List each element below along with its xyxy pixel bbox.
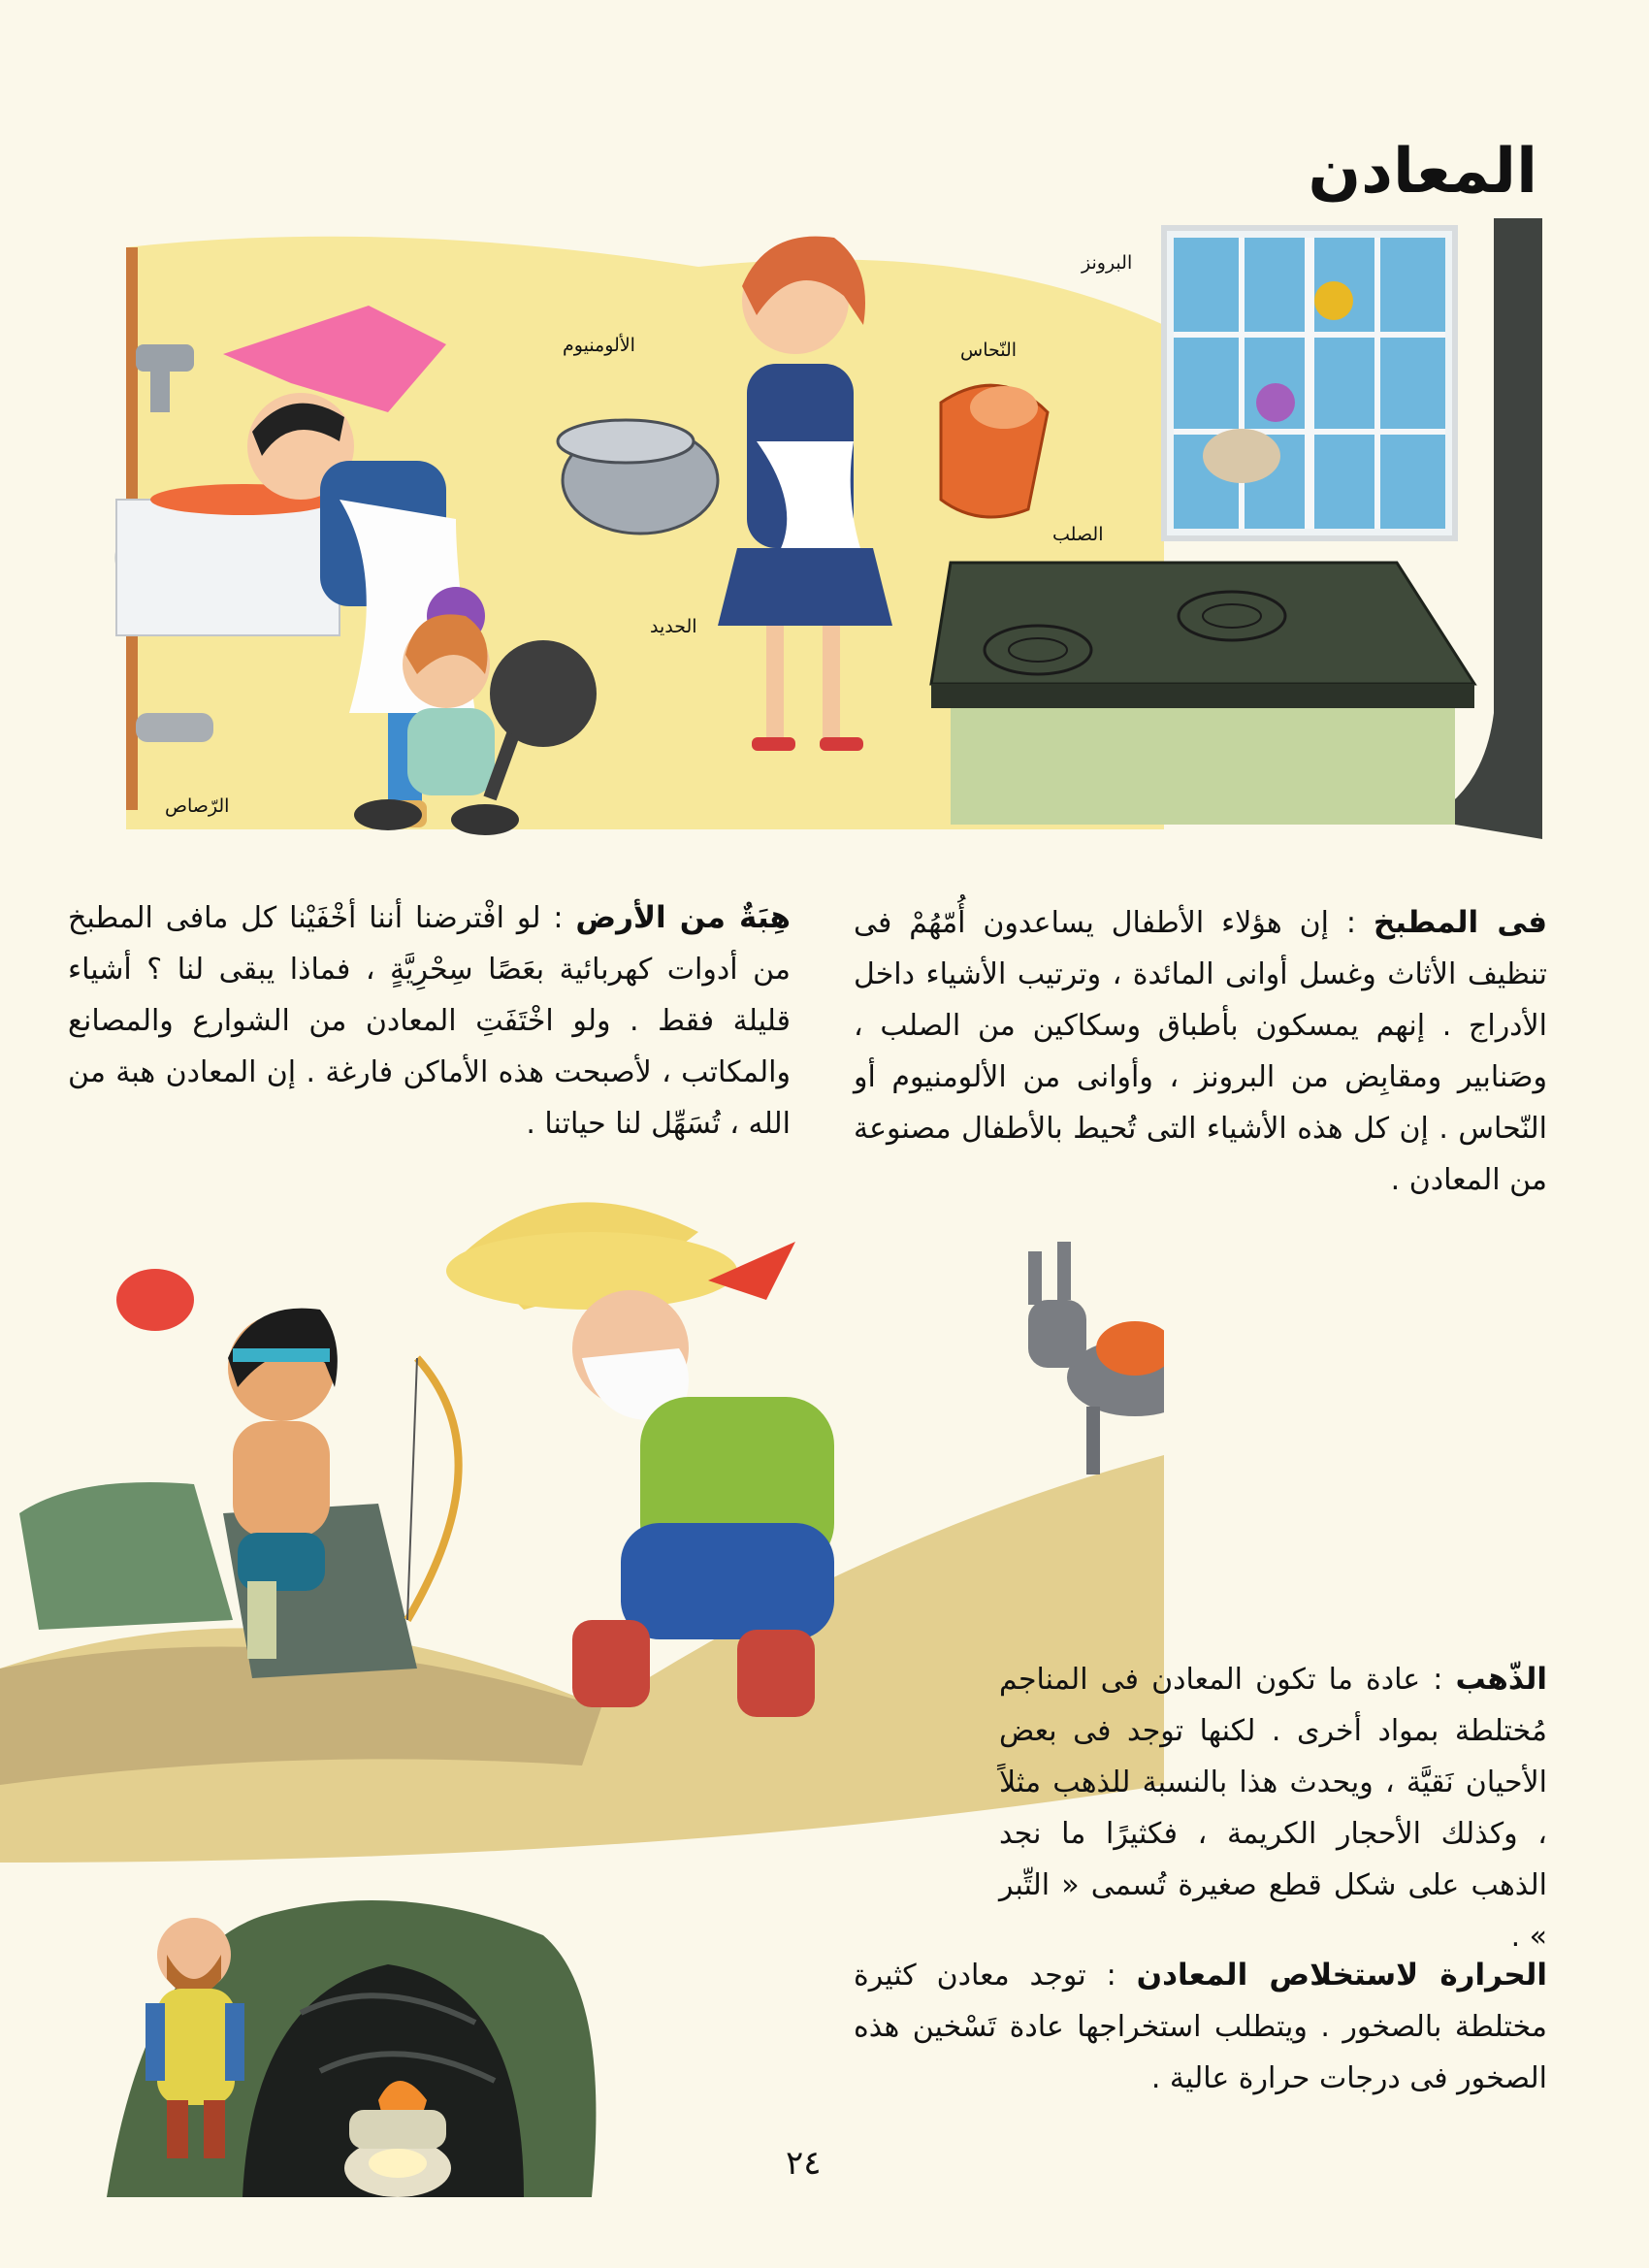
page-number: ٢٤: [786, 2144, 822, 2183]
label-copper: النّحاس: [960, 340, 1018, 361]
section-gold: [999, 1654, 1547, 1962]
section-kitchen-heading: فى المطبخ: [1373, 905, 1547, 940]
label-bronze: البرونز: [1082, 252, 1133, 274]
section-gift: [68, 892, 791, 1150]
section-heat-body: : توجد معادن كثيرة مختلطة بالصخور . ويتطلب استخراجها عادة تَسْخين هذه الصخور فى درجات حرارة عالية .: [854, 1959, 1547, 2095]
section-gift-body: : لو افْترضنا أننا أخْفَيْنا كل مافى المطبخ من أدوات كهربائية بعَصًا سِحْرِيَّةٍ ، فماذا يبقى لنا ؟ أشياء قليلة فقط . ولو اخْتَفَتِ المعادن من الشوارع والمصانع والمكاتب ، لأصبحت هذه الأماكن فارغة . إن المعادن هبة من الله ، تُسَهِّل لنا حياتنا .: [68, 901, 791, 1141]
section-gold-heading: الذّهب: [1455, 1662, 1547, 1697]
label-steel: الصلب: [1052, 524, 1104, 545]
section-heat-heading: الحرارة لاستخلاص المعادن: [1136, 1958, 1548, 1993]
section-kitchen: [854, 897, 1547, 1206]
label-iron: الحديد: [650, 616, 697, 637]
furnace-scene: [107, 1877, 611, 2226]
section-gift-heading: هِبَةٌ من الأرض: [575, 900, 791, 935]
page-title: المعادن: [1308, 136, 1537, 208]
gold-illustration: [0, 1164, 1164, 1863]
label-lead: الرّصاص: [165, 795, 230, 817]
section-heat: [854, 1950, 1547, 2104]
smelting-illustration: [107, 1877, 611, 2226]
section-kitchen-body: : إن هؤلاء الأطفال يساعدون أُمّهُمْ فى تنظيف الأثاث وغسل أوانى المائدة ، وترتيب الأشياء داخل الأدراج . إنهم يمسكون بأطباق وسكاكين من الصلب ، وصَنابير ومقابِض من البرونز ، وأوانى من الألومنيوم أو النّحاس . إن كل هذه الأشياء التى تُحيط بالأطفال مصنوعة من المعادن .: [854, 906, 1547, 1197]
section-gold-body: : عادة ما تكون المعادن فى المناجم مُختلطة بمواد أخرى . لكنها توجد فى بعض الأحيان نَقيَّة ، ويحدث هذا بالنسبة للذهب مثلاً ، وكذلك الأحجار الكريمة ، فكثيرًا ما نجد الذهب على شكل قطع صغيرة تُسمى « التِّبر » .: [999, 1663, 1547, 1954]
kitchen-illustration: [97, 209, 1552, 849]
kitchen-scene: [97, 209, 1552, 849]
prospector-scene: [0, 1164, 1164, 1863]
label-aluminum: الألومنيوم: [563, 335, 635, 356]
